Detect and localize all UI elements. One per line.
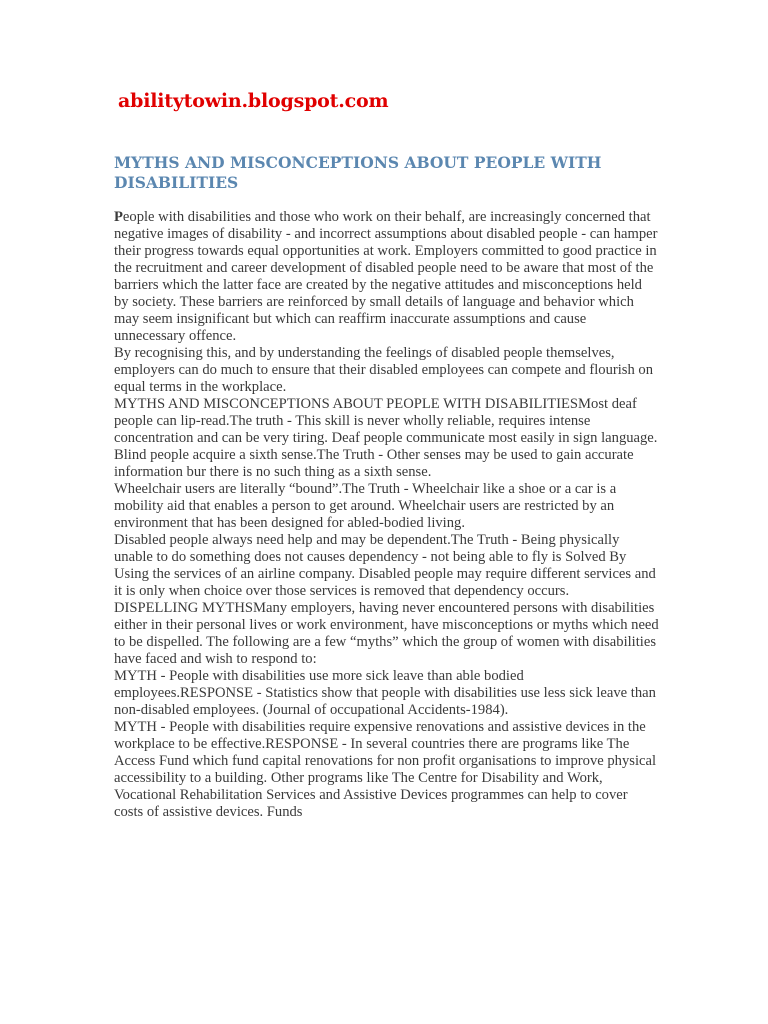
paragraph-myth-renovations: MYTH - People with disabilities require expensive renovations and assistive devices in the workplace to be effective.RESPONSE - In several countries there are programs like The Access Fund which fund capital renovations for non profit organisations to improve physical accessibility to a building. Other programs like The Centre for Disability and Work, Vocational Rehabilitation Services and Assistive Devices programmes can help to cover costs of assistive devices. Funds	[114, 719, 657, 820]
paragraph-myth-blind: Blind people acquire a sixth sense.The Truth - Other senses may be used to gain accurate information bur there is no such thing as a sixth sense.	[114, 447, 634, 480]
paragraph-myth-deaf: MYTHS AND MISCONCEPTIONS ABOUT PEOPLE WITH DISABILITIESMost deaf people can lip-read.The truth - This skill is never wholly reliable, requires intense concentration and can be very tiring. Deaf people communicate most easily in sign language.	[114, 396, 658, 446]
article-title: MYTHS AND MISCONCEPTIONS ABOUT PEOPLE WITH DISABILITIES	[114, 153, 602, 192]
paragraph-dispelling-myths: DISPELLING MYTHSMany employers, having never encountered persons with disabilities either in their personal lives or work environment, have misconceptions or myths which need to be dispelled. The following are a few “myths” which the group of women with disabilities have faced and wish to respond to:	[114, 600, 659, 667]
paragraph-intro-text: eople with disabilities and those who work on their behalf, are increasingly concerned that negative images of disability - and incorrect assumptions about disabled people - can hamper their progress towards equal opportunities at work. Employers committed to good practice in the recruitment and career development of disabled people need to be aware that most of the barriers which the latter face are created by the negative attitudes and misconceptions held by society. These barriers are reinforced by small details of language and behavior which may seem insignificant but which can reaffirm inaccurate assumptions and cause unnecessary offence.	[114, 209, 658, 344]
paragraph-recognising: By recognising this, and by understanding the feelings of disabled people themselves, employers can do much to ensure that their disabled employees can compete and flourish on equal terms in the workplace.	[114, 345, 653, 395]
site-url-heading: abilitytowin.blogspot.com	[118, 90, 389, 112]
article-body	[114, 209, 659, 821]
paragraph-myth-wheelchair: Wheelchair users are literally “bound”.The Truth - Wheelchair like a shoe or a car is a mobility aid that enables a person to get around. Wheelchair users are restricted by an environment that has been designed for abled-bodied living.	[114, 481, 617, 531]
paragraph-myth-sick-leave: MYTH - People with disabilities use more sick leave than able bodied employees.RESPONSE - Statistics show that people with disabilities use less sick leave than non-disabled employees. (Journal of occupational Accidents-1984).	[114, 668, 656, 718]
paragraph-intro	[114, 209, 659, 345]
paragraph-myth-dependent: Disabled people always need help and may be dependent.The Truth - Being physically unable to do something does not causes dependency - not being able to fly is Solved By Using the services of an airline company. Disabled people may require different services and it is only when choice over those services is removed that dependency occurs.	[114, 532, 656, 599]
first-letter: P	[114, 209, 123, 225]
